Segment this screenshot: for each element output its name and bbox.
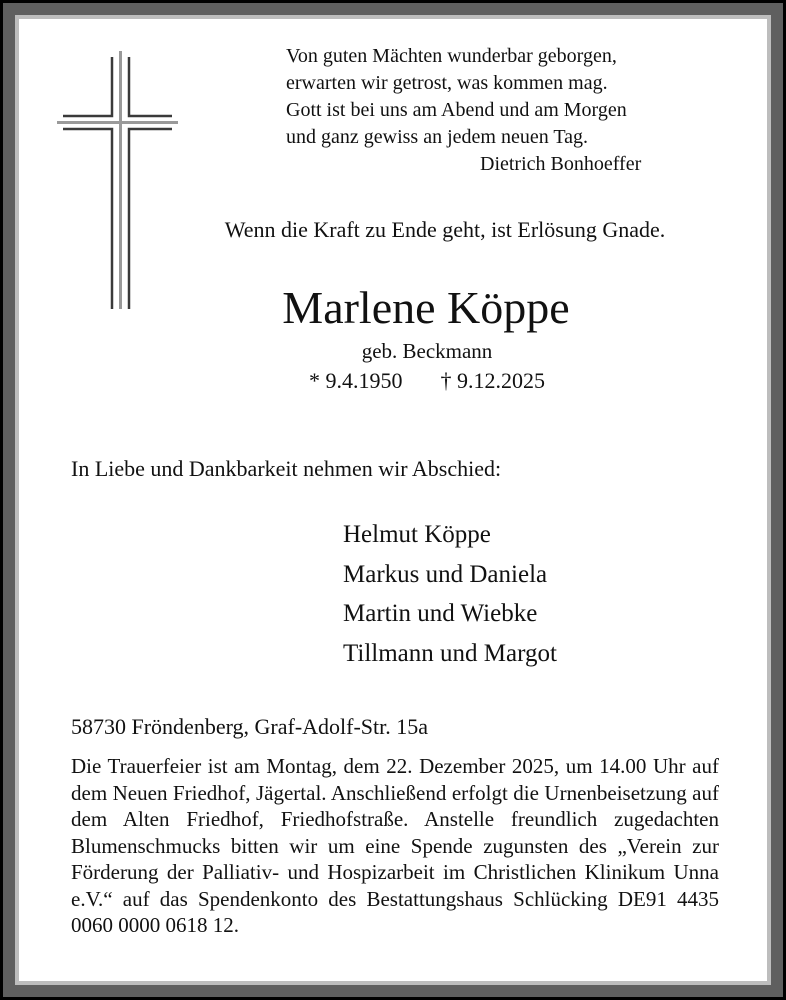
poem-line: erwarten wir getrost, was kommen mag. <box>286 72 608 94</box>
poem-line: Gott ist bei uns am Abend und am Morgen <box>286 99 627 121</box>
farewell-intro: In Liebe und Dankbarkeit nehmen wir Abschied: <box>71 456 502 481</box>
outer-frame <box>3 3 783 997</box>
poem-line: Von guten Mächten wunderbar geborgen, <box>286 45 617 67</box>
notice-page <box>15 15 771 985</box>
deceased-name: Marlene Köppe <box>282 282 570 333</box>
poem <box>286 43 627 151</box>
death-date: † 9.12.2025 <box>440 368 545 393</box>
birth-name: geb. Beckmann <box>361 339 493 363</box>
mourner: Helmut Köppe <box>343 521 491 548</box>
mourners-list <box>343 515 557 673</box>
address: 58730 Fröndenberg, Graf-Adolf-Str. 15a <box>71 714 429 739</box>
life-dates <box>19 368 767 394</box>
poem-line: und ganz gewiss an jedem neuen Tag. <box>286 126 589 148</box>
cross-icon <box>19 19 219 319</box>
poem-author: Dietrich Bonhoeffer <box>480 153 642 175</box>
mourner: Martin und Wiebke <box>343 600 538 627</box>
motto: Wenn die Kraft zu Ende geht, ist Erlösung Gnade. <box>224 217 666 242</box>
birth-date: * 9.4.1950 <box>309 368 403 393</box>
mourner: Tillmann und Margot <box>343 639 557 667</box>
mourner: Markus und Daniela <box>343 560 548 588</box>
funeral-details: Die Trauerfeier ist am Montag, dem 22. Dezember 2025, um 14.00 Uhr auf dem Neuen Friedhof, Jägertal. Anschließend erfolgt die Urnenbeisetzung auf dem Alten Friedhof, Friedhofstraße. Anstelle freundlich zugedachten Blumenschmucks bitten wir um eine Spende zugunsten des „Verein zur Förderung der Palliativ- und Hospizarbeit im Christlichen Klinikum Unna e.V.“ auf das Spendenkonto des Bestattungshaus Schlücking DE91 4435 0060 0000 0618 12. <box>71 754 719 937</box>
